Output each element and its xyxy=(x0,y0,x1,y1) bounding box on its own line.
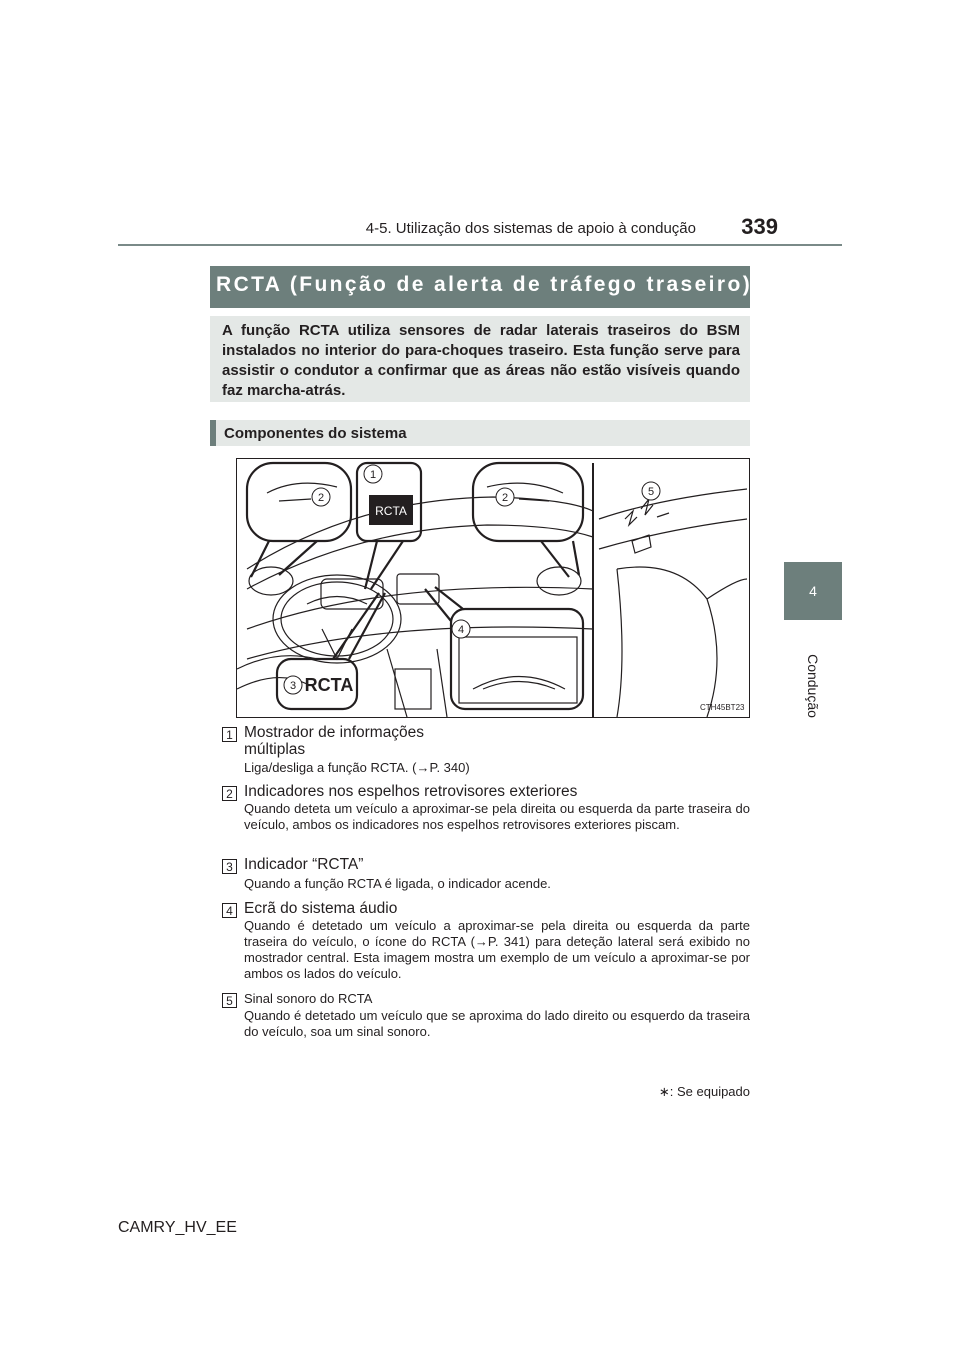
chapter-heading: 4-5. Utilização dos sistemas de apoio à condução xyxy=(365,220,696,237)
figure-code: CTH45BT23 xyxy=(700,703,745,712)
item-body: Quando é detetado um veículo que se aproxima do lado direito ou esquerdo da traseira do veículo, soa um sinal sonoro. xyxy=(244,1008,750,1039)
callout-5: 5 xyxy=(647,486,655,498)
item-number: 3 xyxy=(222,859,237,874)
dashboard-illustration xyxy=(237,459,749,717)
item-body: Quando é detetado um veículo a aproximar-se pela direita ou esquerda da parte traseira do veículo, o ícone do RCTA (→P. 341) para deteção lateral será exibido no mostrador central. Esta imagem mostra um exemplo de um veículo a aproximar-se por ambos os lados do veículo. xyxy=(244,918,750,981)
footnote xyxy=(560,1084,750,1100)
intro-text: A função RCTA utiliza sensores de radar laterais traseiros do BSM instalados no interior do para-choques traseiro. Esta função serve para assistir o condutor a confirmar que as áreas não estão visíveis quando faz marcha-atrás. xyxy=(222,322,740,399)
rcta-display-label: RCTA xyxy=(375,504,407,518)
item-title xyxy=(244,724,424,758)
chapter-tab-label-text: Condução xyxy=(805,654,822,718)
section-title xyxy=(216,270,765,297)
rcta-indicator-label: RCTA xyxy=(304,675,354,695)
callout-3: 3 xyxy=(289,680,297,692)
item-title: Ecrã do sistema áudio xyxy=(244,900,398,917)
item-number: 4 xyxy=(222,903,237,918)
section-title-text: RCTA (Função de alerta de tráfego traseiro) xyxy=(216,273,753,296)
subsection-title: Componentes do sistema xyxy=(224,425,407,442)
item-number: 5 xyxy=(222,993,237,1008)
document-code: CAMRY_HV_EE xyxy=(118,1219,237,1236)
callout-4: 4 xyxy=(457,624,465,636)
callout-2-right: 2 xyxy=(501,492,509,504)
system-components-illustration xyxy=(236,458,750,718)
item-title: Indicador “RCTA” xyxy=(244,856,364,873)
equipped-mark: ∗ xyxy=(752,270,765,284)
footnote-text: : Se equipado xyxy=(669,1084,750,1099)
item-number: 2 xyxy=(222,786,237,801)
subsection-accent xyxy=(210,420,216,446)
page-number: 339 xyxy=(741,214,778,239)
chapter-tab-label xyxy=(784,620,842,752)
item-body: Quando deteta um veículo a aproximar-se pela direita ou esquerda da parte traseira do veículo, ambos os indicadores nos espelhos retrovisores exteriores piscam. xyxy=(244,801,750,832)
footnote-mark: ∗ xyxy=(658,1084,670,1099)
item-number: 1 xyxy=(222,727,237,742)
item-title: Indicadores nos espelhos retrovisores exteriores xyxy=(244,783,578,800)
item-title-line: Mostrador de informações xyxy=(244,724,425,741)
item-title-line: múltiplas xyxy=(244,741,306,758)
header-rule xyxy=(118,244,842,246)
chapter-tab-number: 4 xyxy=(784,562,842,620)
callout-2-left: 2 xyxy=(317,492,325,504)
callout-1: 1 xyxy=(369,469,377,481)
item-title: Sinal sonoro do RCTA xyxy=(244,991,373,1006)
item-body: Quando a função RCTA é ligada, o indicador acende. xyxy=(244,876,551,891)
item-body: Liga/desliga a função RCTA. (→P. 340) xyxy=(244,760,470,775)
